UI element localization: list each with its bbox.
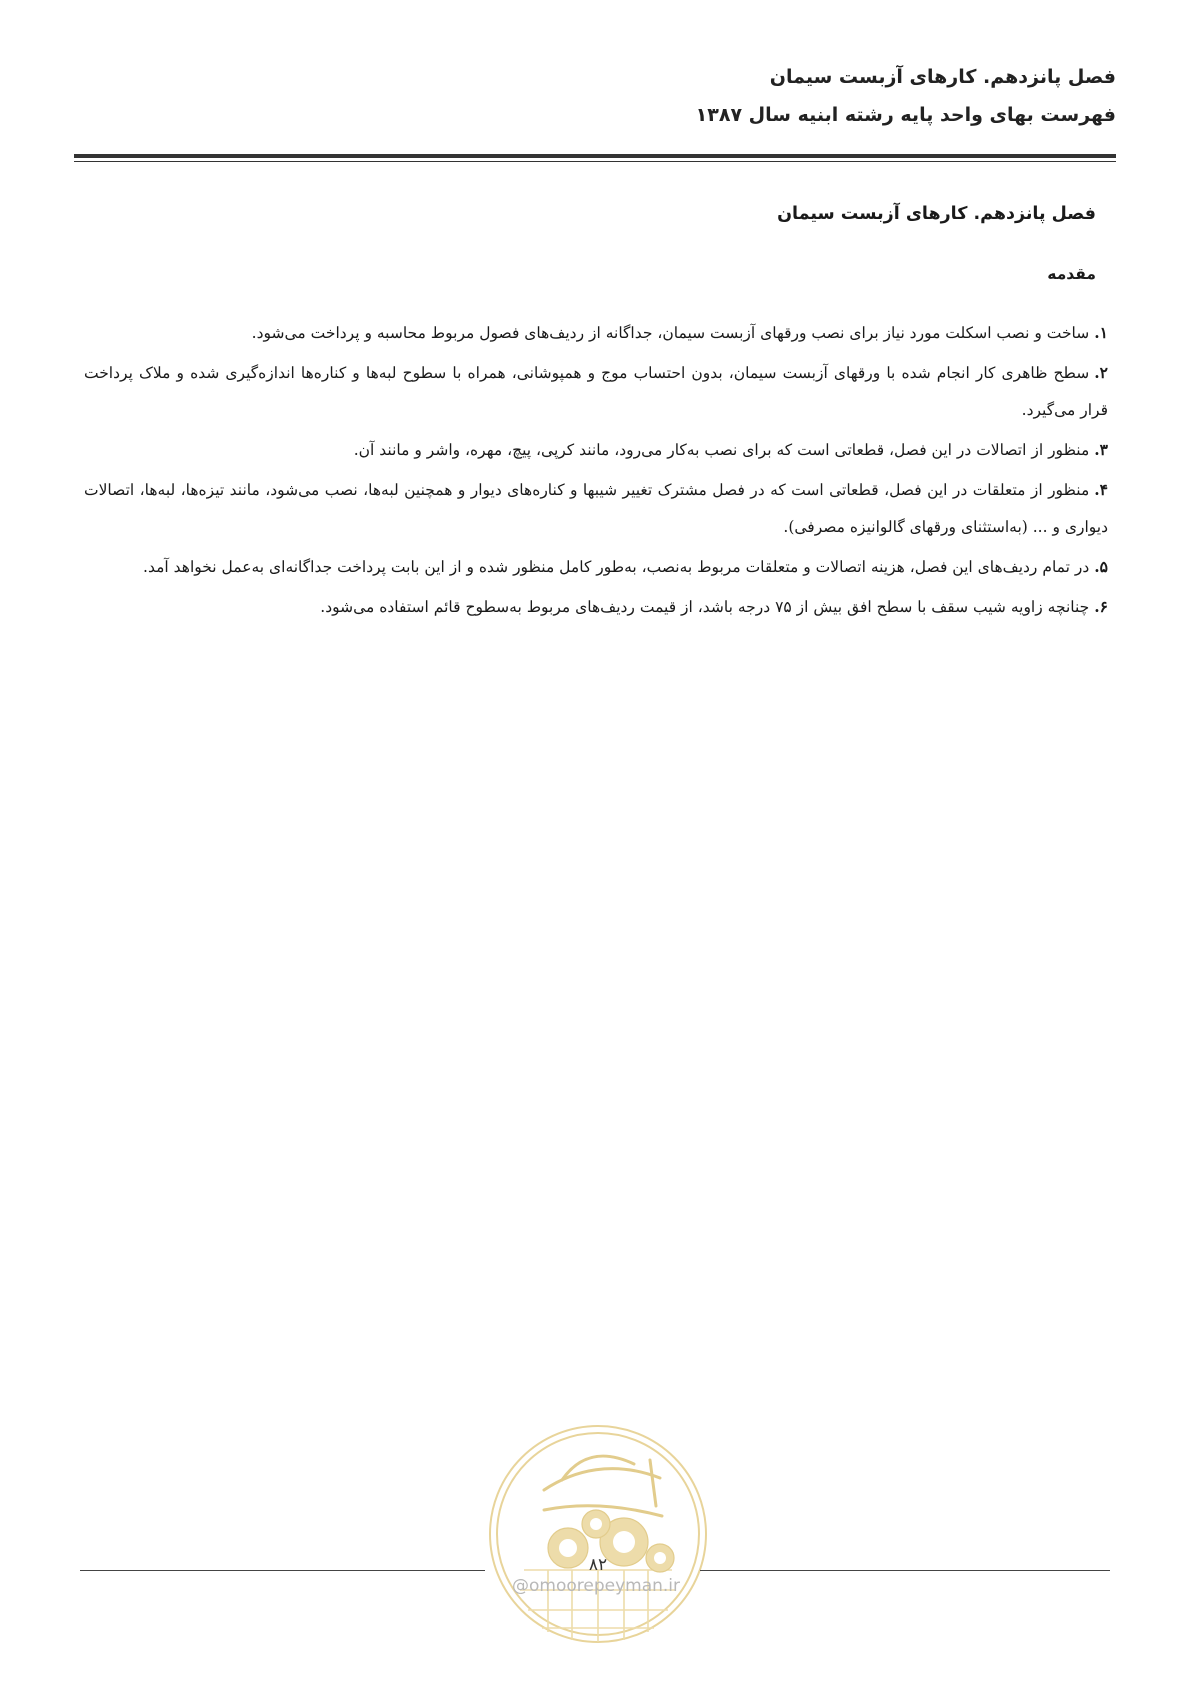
paragraph-number: ۱.	[1094, 323, 1108, 342]
footer-divider-right	[700, 1570, 1110, 1571]
paragraph-item	[84, 431, 1108, 469]
header-divider-thick	[74, 154, 1116, 158]
book-header-title: فهرست بهای واحد پایه رشته ابنیه سال ۱۳۸۷	[695, 104, 1116, 126]
paragraph-text: چنانچه زاویه شیب سقف با سطح افق بیش از ۷۵ درجه باشد، از قیمت ردیف‌های مربوط به‌سطوح قائم استفاده می‌شود.	[320, 598, 1090, 616]
paragraph-item	[84, 314, 1108, 352]
page-number: ۸۲	[588, 1555, 608, 1575]
paragraph-number: ۲.	[1094, 363, 1108, 382]
paragraph-text: سطح ظاهری کار انجام شده با ورقهای آزبست سیمان، بدون احتساب موج و همپوشانی، همراه با سطوح لبه‌ها و کناره‌ها اندازه‌گیری شده و ملاک پرداخت قرار می‌گیرد.	[84, 364, 1108, 419]
paragraph-text: ساخت و نصب اسکلت مورد نیاز برای نصب ورقهای آزبست سیمان، جداگانه از ردیف‌های فصول مربوط محاسبه و پرداخت می‌شود.	[251, 324, 1090, 342]
paragraph-text: در تمام ردیف‌های این فصل، هزینه اتصالات و متعلقات مربوط به‌نصب، به‌طور کامل منظور شده و از این بابت پرداخت جداگانه‌ای به‌عمل نخواهد آمد.	[143, 558, 1090, 576]
paragraph-item	[84, 588, 1108, 626]
header-divider-thin	[74, 161, 1116, 162]
paragraph-item	[84, 471, 1108, 546]
site-watermark: @omoorepeyman.ir	[511, 1576, 681, 1596]
page-header	[74, 58, 1116, 134]
paragraph-number: ۵.	[1094, 557, 1108, 576]
intro-heading: مقدمه	[1047, 265, 1096, 283]
seal-emblem-icon	[484, 1420, 712, 1648]
paragraph-number: ۳.	[1094, 440, 1108, 459]
chapter-header-title: فصل پانزدهم. کارهای آزبست سیمان	[769, 66, 1116, 88]
paragraph-number: ۴.	[1094, 480, 1108, 499]
watermark-seal-logo	[484, 1420, 712, 1648]
document-body	[84, 198, 1108, 628]
paragraph-text: منظور از متعلقات در این فصل، قطعاتی است که در فصل مشترک تغییر شیبها و کناره‌های دیوار و همچنین لبه‌ها، نصب می‌شود، مانند تیزه‌ها، لبه‌ها، اتصالات دیواری و ... (به‌استثنای ورقهای گالوانیزه مصرفی).	[84, 481, 1108, 536]
footer-divider-left	[80, 1570, 485, 1571]
paragraph-item	[84, 354, 1108, 429]
paragraph-number: ۶.	[1094, 597, 1108, 616]
paragraph-item	[84, 548, 1108, 586]
paragraph-text: منظور از اتصالات در این فصل، قطعاتی است که برای نصب به‌کار می‌رود، مانند کرپی، پیچ، مهره، واشر و مانند آن.	[353, 441, 1090, 459]
paragraph-list	[84, 314, 1108, 626]
section-title: فصل پانزدهم. کارهای آزبست سیمان	[777, 204, 1096, 224]
